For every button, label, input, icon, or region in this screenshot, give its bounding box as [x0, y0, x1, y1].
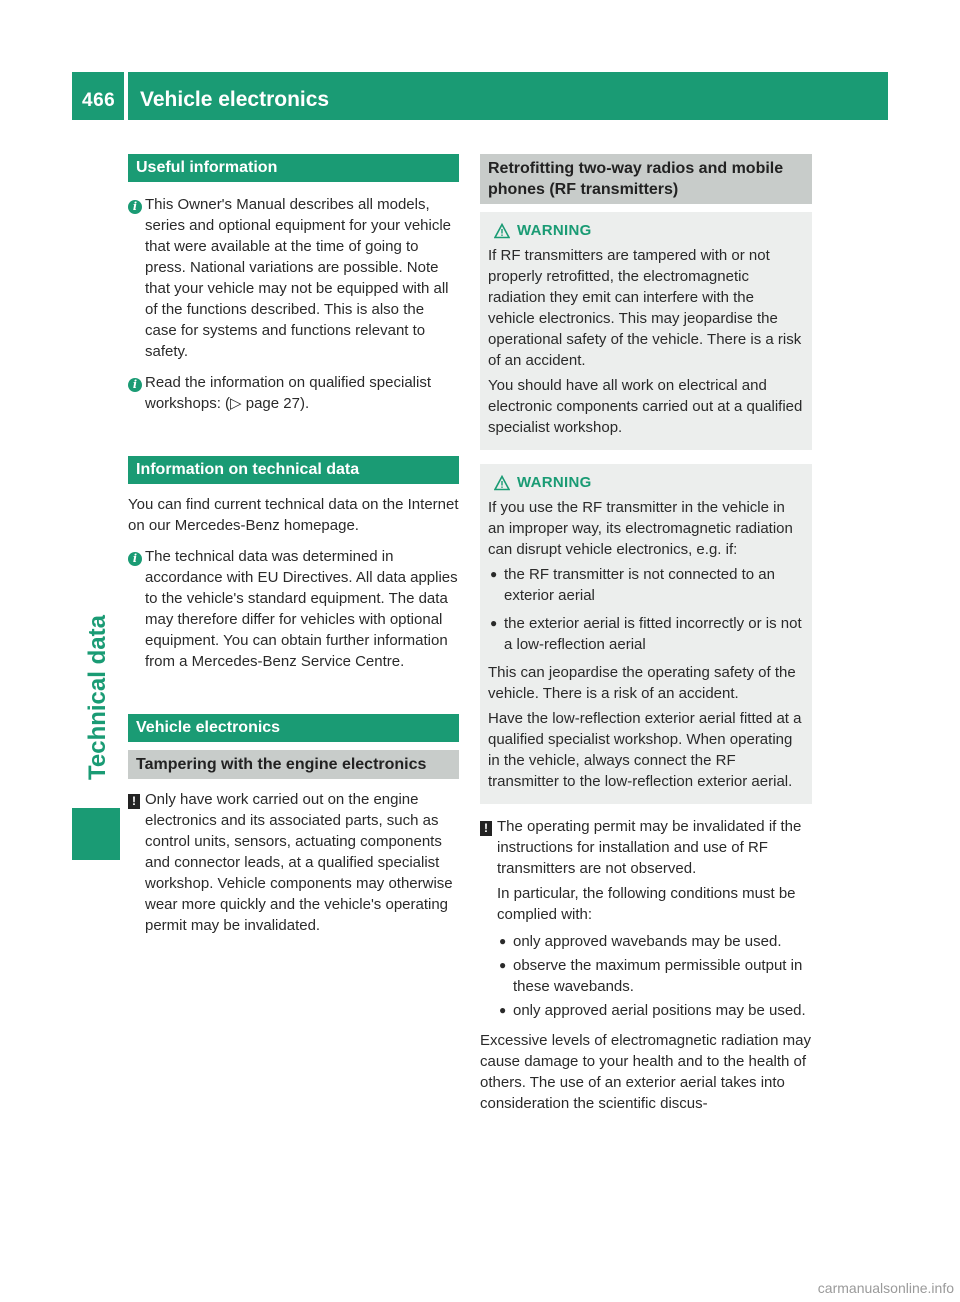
- section-heading-technical-data: Information on technical data: [128, 456, 459, 484]
- list-item: [497, 931, 812, 952]
- warning-text: You should have all work on electrical and electronic components carried out at a qualified specialist workshop.: [488, 377, 803, 436]
- list-item: [497, 955, 812, 997]
- warning-box: [480, 464, 812, 804]
- info-text: Read the information on qualified specialist workshops: (▷ page 27).: [145, 374, 432, 412]
- footer-watermark: carmanualsonline.info: [817, 1280, 954, 1296]
- warning-title: [494, 222, 804, 239]
- left-column: [128, 154, 459, 936]
- side-tab-marker: [72, 808, 120, 860]
- info-icon: i: [128, 552, 142, 566]
- page-number: 466: [82, 90, 116, 111]
- caution-text: The operating permit may be invalidated if the instructions for installation and use of RF transmitters are not observed.: [497, 818, 802, 877]
- caution-note: [128, 789, 459, 936]
- subsection-heading-tampering: Tampering with the engine electronics: [128, 750, 459, 779]
- bullet-icon: ●: [490, 567, 498, 581]
- exclamation-icon: !: [480, 821, 492, 836]
- warning-label: WARNING: [517, 474, 592, 491]
- bullet-icon: ●: [490, 616, 498, 630]
- list-item: [488, 613, 804, 659]
- list-item-text: the exterior aerial is fitted incorrectly or is not a low-reflection aerial: [504, 615, 802, 653]
- list-item: [497, 1000, 812, 1021]
- info-icon: i: [128, 378, 142, 392]
- caution-text: Only have work carried out on the engine electronics and its associated parts, such as control units, sensors, actuating components and connector leads, at a qualified specialist workshop. Vehicle components may otherwise wear more quickly and the vehicle's operating permit may be invalidated.: [145, 791, 453, 934]
- list-item-text: only approved aerial positions may be used.: [513, 1002, 806, 1019]
- warning-box: [480, 212, 812, 450]
- bullet-icon: ●: [499, 1003, 507, 1017]
- section-heading-vehicle-electronics: Vehicle electronics: [128, 714, 459, 742]
- caution-text: In particular, the following conditions must be complied with:: [497, 885, 796, 923]
- warning-triangle-icon: [494, 475, 510, 491]
- warning-title: [494, 474, 804, 491]
- list-item: [488, 564, 804, 610]
- info-text: The technical data was determined in accordance with EU Directives. All data applies to the vehicle's standard equipment. The data may therefore differ for vehicles with optional equipment. You can obtain further information from a Mercedes-Benz Service Centre.: [145, 548, 458, 670]
- subsection-heading-retrofitting: Retrofitting two-way radios and mobile phones (RF transmitters): [480, 154, 812, 204]
- exclamation-icon: !: [128, 794, 140, 809]
- list-item-text: observe the maximum permissible output in these wavebands.: [513, 957, 803, 995]
- warning-text: This can jeopardise the operating safety of the vehicle. There is a risk of an accident.: [488, 664, 796, 702]
- warning-text: If RF transmitters are tampered with or not properly retrofitted, the electromagnetic radiation they emit can interfere with the vehicle electronics. This may jeopardise the operational safety of the vehicle. There is a risk of an accident.: [488, 247, 802, 369]
- list-item-text: only approved wavebands may be used.: [513, 933, 782, 950]
- info-note: [128, 372, 459, 414]
- right-column: [480, 154, 812, 1114]
- info-note: [128, 194, 459, 362]
- warning-label: WARNING: [517, 222, 592, 239]
- warning-text: Have the low-reflection exterior aerial fitted at a qualified specialist workshop. When operating in the vehicle, always connect the RF transmitter to the low-reflection exterior aerial.: [488, 710, 802, 790]
- bullet-icon: ●: [499, 934, 507, 948]
- warning-text: If you use the RF transmitter in the vehicle in an improper way, its electromagnetic radiation can disrupt vehicle electronics, e.g. if:: [488, 499, 793, 558]
- section-heading-useful-information: Useful information: [128, 154, 459, 182]
- body-text: Excessive levels of electromagnetic radiation may cause damage to your health and to the health of others. The use of an exterior aerial takes into consideration the scientific discus-: [480, 1032, 811, 1112]
- bullet-icon: ●: [499, 958, 507, 972]
- header-divider: [124, 72, 128, 120]
- info-text: This Owner's Manual describes all models, series and optional equipment for your vehicle that were available at the time of going to press. National variations are possible. Note that your vehicle may not be equipped with all of the functions described. This is also the case for systems and functions relevant to safety.: [145, 196, 452, 360]
- side-tab-label: Technical data: [84, 615, 111, 780]
- caution-note: [480, 816, 812, 1024]
- page-title: Vehicle electronics: [140, 88, 330, 111]
- warning-triangle-icon: [494, 223, 510, 239]
- list-item-text: the RF transmitter is not connected to an exterior aerial: [504, 566, 775, 604]
- body-text: You can find current technical data on the Internet on our Mercedes-Benz homepage.: [128, 496, 459, 534]
- info-icon: i: [128, 200, 142, 214]
- info-note: [128, 546, 459, 672]
